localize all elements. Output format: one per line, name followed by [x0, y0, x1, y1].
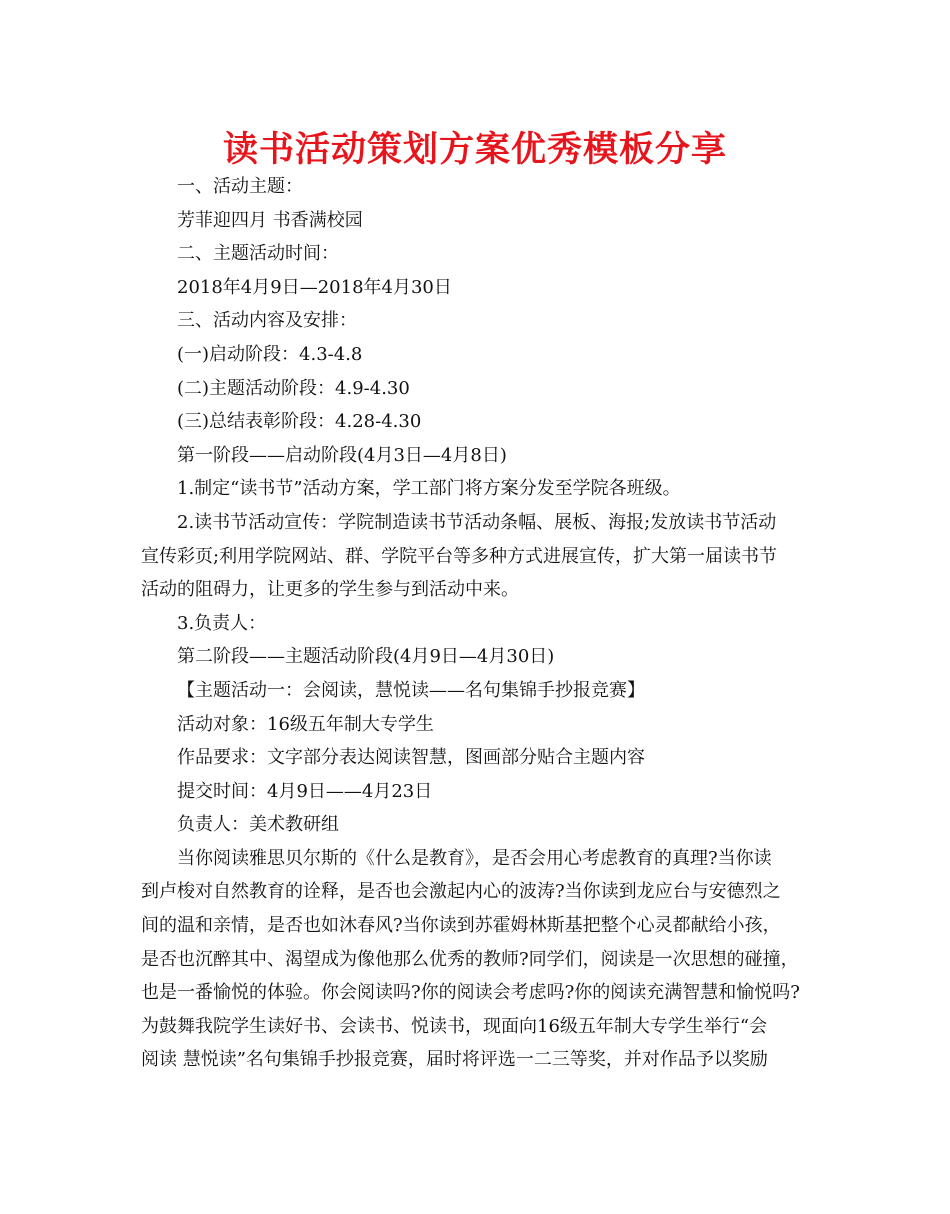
paragraph-line: 三、活动内容及安排： — [177, 310, 357, 332]
paragraph-line: (一)启动阶段：4.3-4.8 — [177, 343, 363, 365]
paragraph-line: (三)总结表彰阶段：4.28-4.30 — [177, 411, 422, 433]
paragraph-line: 第二阶段——主题活动阶段(4月9日—4月30日) — [177, 646, 555, 668]
paragraph-line: 宣传彩页;利用学院网站、群、学院平台等多种方式进展宣传，扩大第一届读书节 — [141, 545, 778, 567]
paragraph-line: 到卢梭对自然教育的诠释，是否也会激起内心的波涛?当你读到龙应台与安德烈之 — [141, 881, 781, 903]
paragraph-line: 为鼓舞我院学生读好书、会读书、悦读书，现面向16级五年制大专学生举行“会 — [141, 1015, 768, 1037]
paragraph-line: 间的温和亲情，是否也如沐春风?当你读到苏霍姆林斯基把整个心灵都献给小孩， — [141, 915, 781, 937]
paragraph-line: 【主题活动一：会阅读，慧悦读——名句集锦手抄报竞赛】 — [177, 679, 645, 701]
paragraph-line: 是否也沉醉其中、渴望成为像他那么优秀的教师?同学们，阅读是一次思想的碰撞， — [141, 948, 799, 970]
paragraph-line: (二)主题活动阶段：4.9-4.30 — [177, 377, 410, 399]
paragraph-line: 阅读 慧悦读”名句集锦手抄报竞赛，届时将评选一二三等奖，并对作品予以奖励 — [141, 1049, 768, 1071]
document-body — [141, 170, 817, 1077]
paragraph-line: 第一阶段——启动阶段(4月3日—4月8日) — [177, 444, 507, 466]
paragraph-line: 3.负责人： — [177, 612, 267, 634]
paragraph-line: 芳菲迎四月 书香满校园 — [177, 209, 363, 231]
paragraph-line: 也是一番愉悦的体验。你会阅读吗?你的阅读会考虑吗?你的阅读充满智慧和愉悦吗? — [141, 982, 800, 1004]
paragraph-line: 2018年4月9日—2018年4月30日 — [177, 276, 452, 298]
paragraph-line: 一、活动主题： — [177, 176, 303, 197]
paragraph-line: 活动对象：16级五年制大专学生 — [177, 713, 434, 735]
paragraph-line: 当你阅读雅思贝尔斯的《什么是教育》，是否会用心考虑教育的真理?当你读 — [177, 847, 772, 869]
document-title: 读书活动策划方案优秀模板分享 — [222, 130, 727, 170]
paragraph-line: 提交时间：4月9日——4月23日 — [177, 780, 433, 802]
paragraph-line: 2.读书节活动宣传：学院制造读书节活动条幅、展板、海报;发放读书节活动 — [177, 511, 777, 533]
paragraph-line: 1.制定“读书节”活动方案，学工部门将方案分发至学院各班级。 — [177, 478, 681, 500]
paragraph-line: 作品要求：文字部分表达阅读智慧，图画部分贴合主题内容 — [177, 747, 645, 769]
paragraph-line: 二、主题活动时间： — [177, 243, 339, 265]
paragraph-line: 活动的阻碍力，让更多的学生参与到活动中来。 — [141, 579, 519, 601]
paragraph-line: 负责人：美术教研组 — [177, 814, 339, 836]
